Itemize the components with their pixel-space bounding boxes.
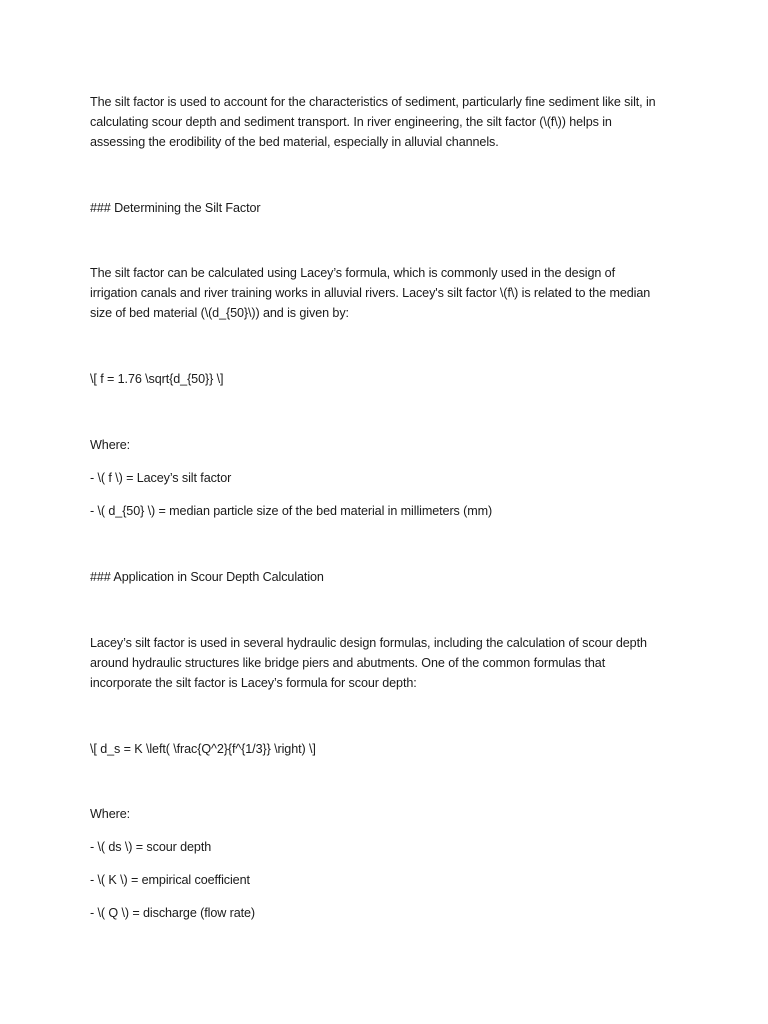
bullet-f-definition: - \( f \) = Lacey’s silt factor — [90, 471, 232, 485]
bullet-q-definition: - \( Q \) = discharge (flow rate) — [90, 906, 256, 920]
formula-scour-depth: \[ d_s = K \left( \frac{Q^2}{f^{1/3}} \right) \] — [90, 742, 316, 756]
bullet-ds-definition: - \( ds \) = scour depth — [90, 840, 212, 854]
paragraph-intro-line-1: The silt factor is used to account for the characteristics of sediment, particularly fine sediment like silt, in — [90, 95, 656, 109]
paragraph-scour-line-3: incorporate the silt factor is Lacey’s formula for scour depth: — [90, 676, 417, 690]
paragraph-lacey-line-2: irrigation canals and river training works in alluvial rivers. Lacey's silt factor \(f\) is related to the median — [90, 286, 651, 300]
where-label-1: Where: — [90, 438, 130, 452]
formula-silt-factor: \[ f = 1.76 \sqrt{d_{50}} \] — [90, 372, 224, 386]
paragraph-scour-line-2: around hydraulic structures like bridge piers and abutments. One of the common formulas that — [90, 656, 606, 670]
heading-determining-silt-factor: ### Determining the Silt Factor — [90, 201, 261, 215]
paragraph-lacey-line-3: size of bed material (\(d_{50}\)) and is given by: — [90, 306, 349, 320]
paragraph-lacey-line-1: The silt factor can be calculated using Lacey’s formula, which is commonly used in the design of — [90, 266, 615, 280]
paragraph-intro-line-2: calculating scour depth and sediment transport. In river engineering, the silt factor (\(f\)) helps in — [90, 115, 612, 129]
paragraph-intro-line-3: assessing the erodibility of the bed material, especially in alluvial channels. — [90, 135, 499, 149]
where-label-2: Where: — [90, 807, 130, 821]
paragraph-scour-line-1: Lacey’s silt factor is used in several hydraulic design formulas, including the calculation of scour depth — [90, 636, 647, 650]
bullet-d50-definition: - \( d_{50} \) = median particle size of the bed material in millimeters (mm) — [90, 504, 493, 518]
bullet-k-definition: - \( K \) = empirical coefficient — [90, 873, 250, 887]
heading-application-scour-depth: ### Application in Scour Depth Calculation — [90, 570, 324, 584]
